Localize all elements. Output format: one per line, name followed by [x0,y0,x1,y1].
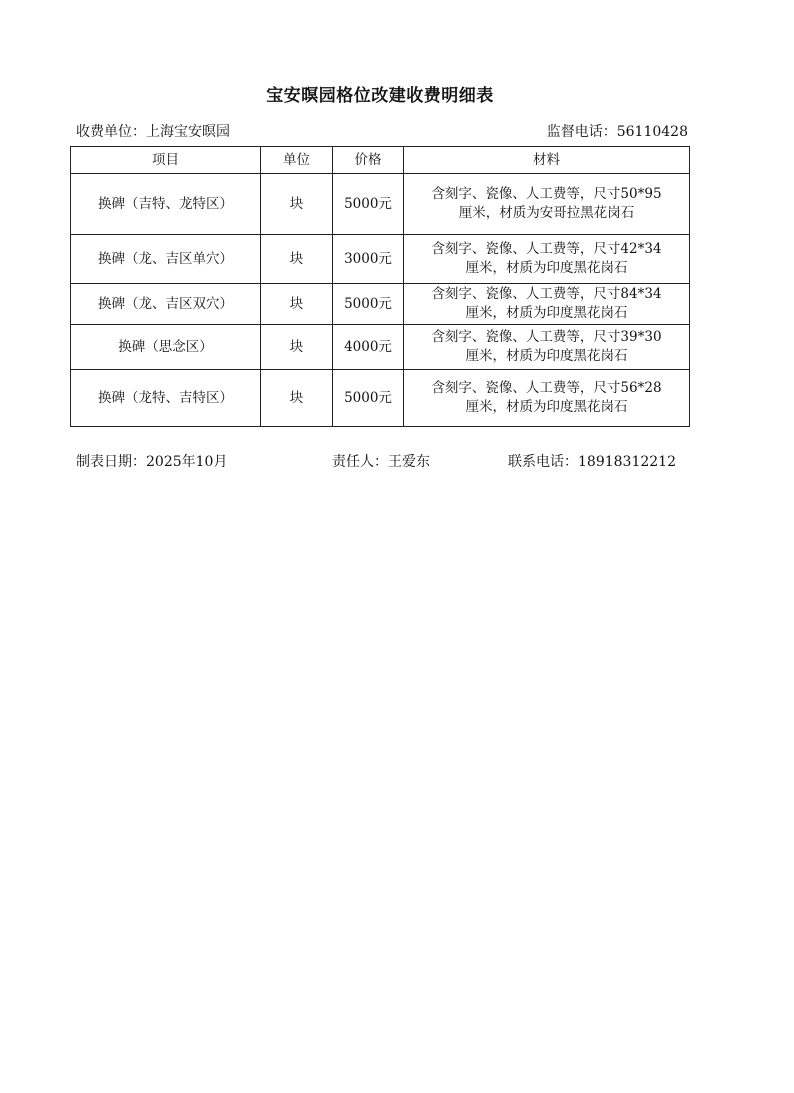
cell-price: 4000元 [333,325,404,370]
cell-unit: 块 [261,235,333,284]
cell-material [404,370,690,427]
responsible-person: 责任人：王爱东 [332,454,430,470]
header-info [76,121,688,141]
cell-unit: 块 [261,370,333,427]
table-header-row [71,147,690,174]
cell-item: 换碑（龙特、吉特区） [71,370,261,427]
material-line: 厘米，材质为印度黑花岗石 [465,305,628,321]
material-line: 厘米，材质为印度黑花岗石 [465,348,628,364]
cell-price: 3000元 [333,235,404,284]
table-row [71,174,690,235]
cell-item: 换碑（龙、吉区双穴） [71,284,261,325]
cell-material [404,284,690,325]
table-row [71,325,690,370]
billing-unit: 收费单位：上海宝安暝园 [76,124,230,140]
cell-price: 5000元 [333,284,404,325]
material-line: 含刻字、瓷像、人工费等，尺寸56*28 [431,380,662,396]
material-line: 含刻字、瓷像、人工费等，尺寸84*34 [431,286,662,302]
table-row [71,370,690,427]
material-line: 厘米，材质为印度黑花岗石 [465,399,628,415]
header-item: 项目 [71,147,261,174]
cell-material [404,325,690,370]
material-line: 含刻字、瓷像、人工费等，尺寸42*34 [431,241,662,257]
supervision-phone: 监督电话：56110428 [546,124,688,140]
table-row [71,235,690,284]
table-row [71,284,690,325]
cell-material [404,174,690,235]
cell-unit: 块 [261,325,333,370]
cell-item: 换碑（吉特、龙特区） [71,174,261,235]
fee-table [70,146,690,427]
cell-price: 5000元 [333,370,404,427]
header-price: 价格 [333,147,404,174]
contact-phone: 联系电话：18918312212 [508,454,676,470]
material-line: 含刻字、瓷像、人工费等，尺寸39*30 [431,329,662,345]
cell-unit: 块 [261,174,333,235]
table-date: 制表日期：2025年10月 [76,454,228,470]
material-line: 厘米，材质为安哥拉黑花岗石 [458,205,635,221]
cell-item: 换碑（思念区） [71,325,261,370]
cell-unit: 块 [261,284,333,325]
material-line: 厘米，材质为印度黑花岗石 [465,260,628,276]
material-line: 含刻字、瓷像、人工费等，尺寸50*95 [431,186,662,202]
header-unit: 单位 [261,147,333,174]
footer-info [76,451,696,471]
cell-item: 换碑（龙、吉区单穴） [71,235,261,284]
cell-price: 5000元 [333,174,404,235]
cell-material [404,235,690,284]
header-material: 材料 [404,147,690,174]
document-title: 宝安暝园格位改建收费明细表 [266,86,494,106]
